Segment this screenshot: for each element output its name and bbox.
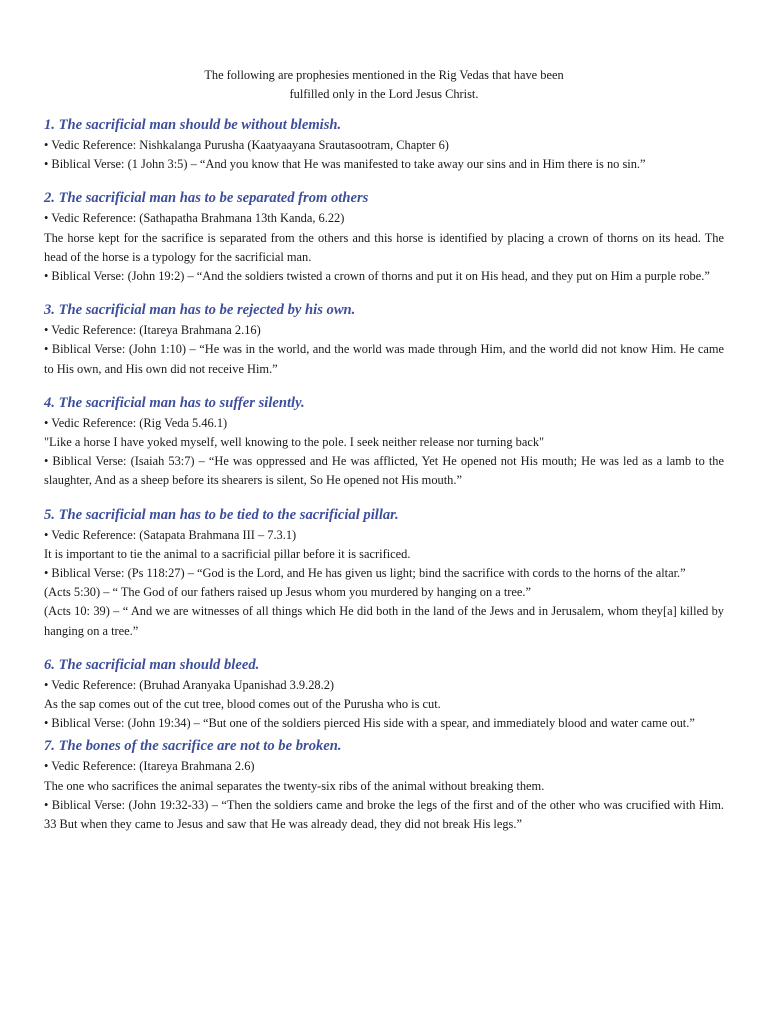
intro-line: The following are prophesies mentioned in the Rig Vedas that have been: [204, 68, 564, 82]
quoted-text: "Like a horse I have yoked myself, well knowing to the pole. I seek neither release nor turning back": [44, 435, 545, 450]
prophecy-section-3: [44, 301, 724, 379]
prophecy-section-4: [44, 394, 724, 491]
vedic-reference: • Vedic Reference: (Satapata Brahmana III – 7.3.1): [44, 527, 297, 542]
section-heading: 2. The sacrificial man has to be separated from others: [44, 190, 369, 207]
biblical-verse: • Biblical Verse: (1 John 3:5) – “And you know that He was manifested to take away our sins and in Him there is no sin.”: [44, 157, 646, 172]
vedic-reference: • Vedic Reference: (Itareya Brahmana 2.6): [44, 759, 255, 774]
vedic-reference: • Vedic Reference: (Itareya Brahmana 2.16): [44, 323, 261, 338]
section-heading: 1. The sacrificial man should be without blemish.: [44, 117, 342, 133]
biblical-verse: • Biblical Verse: (Isaiah 53:7) – “He was oppressed and He was afflicted, Yet He opened not His mouth; He was led as a lamb to the slaughter, And as a sheep before its shearers is silent, So He opened not His mouth.”: [44, 454, 724, 488]
biblical-verse: • Biblical Verse: (John 19:34) – “But one of the soldiers pierced His side with a spear, and immediately blood and water came out.”: [44, 716, 695, 731]
section-heading: 6. The sacrificial man should bleed.: [44, 656, 260, 673]
biblical-verse: • Biblical Verse: (John 19:2) – “And the soldiers twisted a crown of thorns and put it on His head, and they put on Him a purple robe.”: [44, 269, 710, 284]
biblical-verse: • Biblical Verse: (John 1:10) – “He was in the world, and the world was made through Him, and the world did not know Him. He came to His own, and His own did not receive Him.”: [44, 342, 724, 376]
biblical-verse: • Biblical Verse: (John 19:32-33) – “Then the soldiers came and broke the legs of the first and of the other who was crucified with Him. 33 But when they came to Jesus and saw that He was already dead, they did not break His legs.”: [44, 797, 724, 832]
explanation-text: As the sap comes out of the cut tree, blood comes out of the Purusha who is cut.: [44, 697, 441, 712]
document-page: [44, 66, 724, 834]
vedic-reference: • Vedic Reference: (Bruhad Aranyaka Upanishad 3.9.28.2): [44, 677, 335, 692]
biblical-verse: (Acts 10: 39) – “ And we are witnesses of all things which He did both in the land of the Jews and in Jerusalem, whom they[a] killed by hanging on a tree.”: [44, 604, 724, 638]
section-heading: 7. The bones of the sacrifice are not to be broken.: [44, 738, 342, 755]
prophecy-section-6: [44, 656, 724, 734]
explanation-text: The horse kept for the sacrifice is separated from the others and this horse is identified by placing a crown of thorns on its head. The head of the horse is a typology for the sacrificial man.: [44, 230, 724, 264]
intro-line: fulfilled only in the Lord Jesus Christ.: [289, 87, 479, 101]
prophecy-section-7: [44, 737, 724, 834]
vedic-reference: • Vedic Reference: Nishkalanga Purusha (Kaatyaayana Srautasootram, Chapter 6): [44, 138, 449, 152]
section-heading: 4. The sacrificial man has to suffer silently.: [44, 394, 305, 411]
section-heading: 5. The sacrificial man has to be tied to the sacrificial pillar.: [44, 506, 399, 523]
biblical-verse: • Biblical Verse: (Ps 118:27) – “God is the Lord, and He has given us light; bind the sacrifice with cords to the horns of the altar.”: [44, 566, 686, 581]
vedic-reference: • Vedic Reference: (Rig Veda 5.46.1): [44, 415, 228, 430]
prophecy-section-2: [44, 189, 724, 286]
biblical-verse: (Acts 5:30) – “ The God of our fathers raised up Jesus whom you murdered by hanging on a tree.”: [44, 585, 532, 600]
section-heading: 3. The sacrificial man has to be rejected by his own.: [44, 302, 356, 319]
prophecy-section-5: [44, 506, 724, 641]
intro-paragraph: [44, 66, 724, 104]
prophecy-section-1: [44, 116, 724, 174]
vedic-reference: • Vedic Reference: (Sathapatha Brahmana 13th Kanda, 6.22): [44, 211, 345, 226]
explanation-text: The one who sacrifices the animal separates the twenty-six ribs of the animal without breaking them.: [44, 778, 545, 793]
explanation-text: It is important to tie the animal to a sacrificial pillar before it is sacrificed.: [44, 546, 411, 561]
